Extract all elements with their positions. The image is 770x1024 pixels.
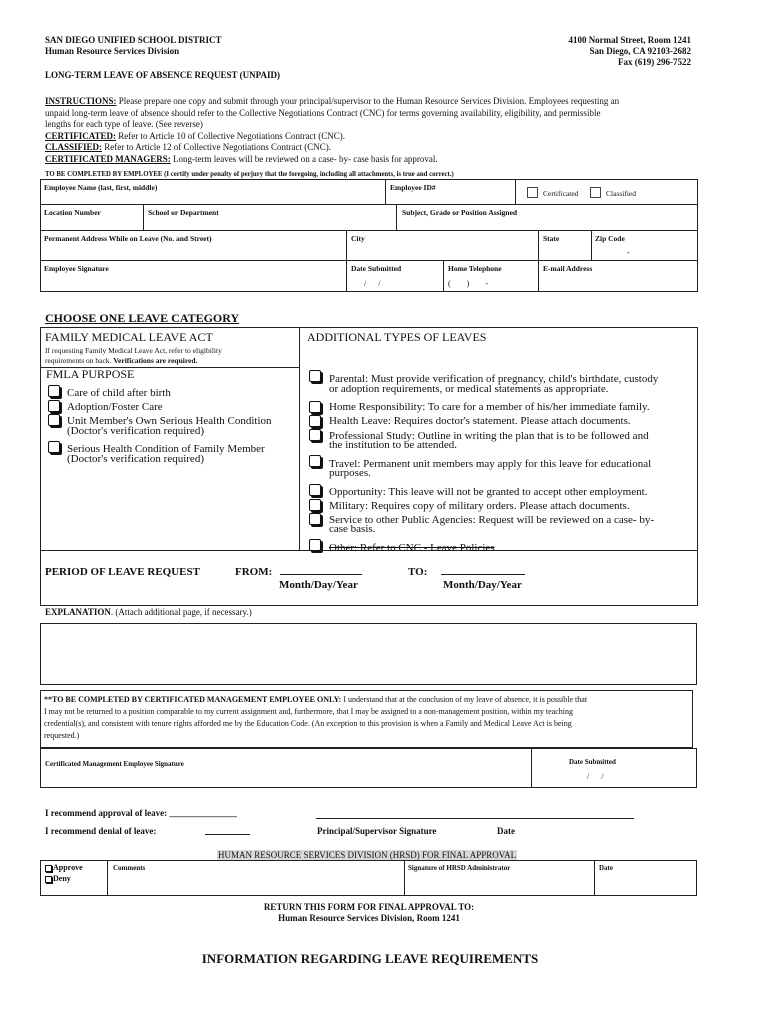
military-leave-text: Military: Requires copy of military orders. Please attach documents. [329, 500, 630, 512]
managers-text: Long-term leaves will be reviewed on a case- by- case basis for approval. [173, 153, 438, 164]
employee-id-label: Employee ID# [390, 183, 436, 192]
home-telephone-field[interactable]: ( ) - [448, 279, 488, 288]
fmla-family-health-checkbox[interactable] [48, 441, 60, 453]
managers-label: CERTIFICATED MANAGERS: [45, 153, 171, 164]
employee-name-label: Employee Name (last, first, middle) [44, 183, 158, 192]
parental-leave-text-2: or adoption requirements, or medical statements as appropriate. [329, 383, 609, 395]
parental-leave-text-1: Parental: Must provide verification of pregnancy, child's birthdate, custody [329, 373, 659, 385]
email-label: E-mail Address [543, 264, 593, 273]
date-submitted-label: Date Submitted [351, 264, 402, 273]
instructions-line-3: lengths for each type of leave. (See reverse) [45, 119, 203, 129]
hrsd-deny-checkbox[interactable] [45, 876, 52, 883]
principal-signature-field[interactable] [316, 818, 634, 819]
division-name: Human Resource Services Division [45, 46, 180, 56]
employee-section-heading: TO BE COMPLETED BY EMPLOYEE (I certify under penalty of perjury that the foregoing, including all attachments, is true and correct.) [45, 171, 454, 178]
district-name: SAN DIEGO UNIFIED SCHOOL DISTRICT [45, 35, 222, 45]
return-line-2: Human Resource Services Division, Room 1241 [278, 913, 460, 923]
professional-study-text-2: the institution to be attended. [329, 439, 458, 451]
management-notice-text [44, 694, 692, 742]
period-from-format: Month/Day/Year [279, 579, 358, 591]
employee-name-field[interactable] [44, 193, 382, 203]
opportunity-leave-checkbox[interactable] [309, 484, 321, 496]
fmla-item-child-birth: Care of child after birth [67, 387, 171, 399]
explanation-textarea[interactable] [40, 623, 697, 685]
instructions-block [45, 96, 699, 165]
management-signature-label: Certificated Management Employee Signature [45, 760, 184, 768]
home-responsibility-checkbox[interactable] [309, 401, 321, 413]
location-number-label: Location Number [44, 208, 101, 217]
management-date-field[interactable]: / / [587, 772, 604, 781]
fax-number: Fax (619) 296-7522 [618, 57, 691, 67]
state-label: State [543, 234, 560, 243]
period-to-field[interactable] [441, 574, 525, 575]
hrsd-date-label: Date [599, 864, 613, 872]
fmla-note-1: If requesting Family Medical Leave Act, refer to eligibility [45, 346, 222, 355]
travel-leave-text-2: purposes. [329, 467, 371, 479]
instructions-label: INSTRUCTIONS: [45, 96, 117, 106]
recommend-denial-field[interactable] [205, 834, 250, 835]
professional-study-checkbox[interactable] [309, 429, 321, 441]
period-from-field[interactable] [280, 574, 362, 575]
employee-signature-label: Employee Signature [44, 264, 109, 273]
recommend-approval[interactable]: I recommend approval of leave: _______________ [45, 808, 237, 818]
subject-grade-label: Subject, Grade or Position Assigned [402, 208, 518, 217]
hrsd-comments-label: Comments [113, 864, 146, 872]
fmla-note-2a: requirements on back. [45, 356, 112, 365]
period-to-format: Month/Day/Year [443, 579, 522, 591]
other-leave-checkbox[interactable] [309, 539, 321, 551]
opportunity-leave-text: Opportunity: This leave will not be granted to accept other employment. [329, 486, 648, 498]
professional-study-text-1: Professional Study: Outline in writing the plan that is to be followed and [329, 430, 649, 442]
period-of-leave-label: PERIOD OF LEAVE REQUEST [45, 566, 200, 578]
home-telephone-label: Home Telephone [448, 264, 502, 273]
travel-leave-text-1: Travel: Permanent unit members may apply for this leave for educational [329, 458, 652, 470]
return-line-1: RETURN THIS FORM FOR FINAL APPROVAL TO: [263, 902, 475, 912]
form-title: LONG-TERM LEAVE OF ABSENCE REQUEST (UNPAID) [45, 70, 280, 80]
certificated-label: CERTIFICATED: [45, 130, 117, 141]
management-notice-line-1: I understand that at the conclusion of my leave of absence, it is possible that [343, 695, 588, 704]
public-agencies-text-1: Service to other Public Agencies: Request will be reviewed on a case- by- [329, 514, 655, 526]
address-line-1: 4100 Normal Street, Room 1241 [568, 35, 691, 45]
city-label: City [351, 234, 365, 243]
certificated-text: Refer to Article 10 of Collective Negotiations Contract (CNC). [118, 130, 345, 141]
public-agencies-text-2: case basis. [329, 523, 376, 535]
additional-leaves-title: ADDITIONAL TYPES OF LEAVES [307, 330, 487, 344]
fmla-child-birth-checkbox[interactable] [48, 385, 60, 397]
fmla-own-health-checkbox[interactable] [48, 414, 60, 426]
management-date-label: Date Submitted [569, 758, 616, 766]
recommend-date-label: Date [497, 826, 515, 836]
hrsd-admin-signature-label: Signature of HRSD Administrator [408, 864, 511, 872]
fmla-adoption-checkbox[interactable] [48, 400, 60, 412]
management-notice-bold: **TO BE COMPLETED BY CERTIFICATED MANAGEMENT EMPLOYEE ONLY: [44, 695, 342, 704]
fmla-item-own-health: Unit Member's Own Serious Health Condition [67, 415, 272, 427]
management-notice-line-2: I may not be returned to a position comparable to my current assignment and, furthermore, that I may be assigned to a non-management position, within my teaching [44, 707, 573, 716]
instructions-line-2: unpaid long-term leave of absence should refer to the Collective Negotiations Contract (CNC) for terms governing availability, eligibility, and permissible [45, 107, 601, 118]
fmla-purpose-label: FMLA PURPOSE [46, 367, 135, 381]
other-leave-text: Other: Refer to CNC - Leave Policies [329, 542, 495, 554]
employee-id-field[interactable] [390, 193, 512, 203]
zip-code-label: Zip Code [595, 234, 625, 243]
hrsd-deny-label: Deny [53, 874, 71, 883]
recommend-denial: I recommend denial of leave: [45, 826, 157, 836]
principal-signature-label: Principal/Supervisor Signature [317, 826, 437, 836]
management-notice-line-3: credential(s), and consistent with tenure rights afforded me by the Education Code. (An exception to this provision is when a Family and Medical Leave Act is being [44, 719, 572, 728]
management-signature-field[interactable] [45, 770, 525, 784]
health-leave-text: Health Leave: Requires doctor's statement. Please attach documents. [329, 415, 631, 427]
info-title: INFORMATION REGARDING LEAVE REQUIREMENTS [201, 951, 539, 966]
date-submitted-field[interactable]: / / [364, 279, 381, 288]
health-leave-checkbox[interactable] [309, 415, 321, 427]
military-leave-checkbox[interactable] [309, 499, 321, 511]
period-from-label: FROM: [235, 566, 273, 578]
hrsd-approve-checkbox[interactable] [45, 865, 52, 872]
home-responsibility-text: Home Responsibility: To care for a member of his/her immediate family. [329, 401, 650, 413]
classified-text: Refer to Article 12 of Collective Negotiations Contract (CNC). [104, 142, 331, 152]
fmla-note-2b: Verifications are required. [113, 356, 198, 365]
certificated-checkbox-label: Certificated [543, 189, 579, 198]
fmla-item-own-health-note: (Doctor's verification required) [67, 425, 204, 437]
classified-label: CLASSIFIED: [45, 142, 103, 152]
address-line-2: San Diego, CA 92103-2682 [589, 46, 691, 56]
instructions-line-1: Please prepare one copy and submit through your principal/supervisor to the Human Resource Services Division. Employees requesting an [118, 96, 620, 106]
explanation-label: EXPLANATION [45, 607, 111, 617]
explanation-note: . (Attach additional page, if necessary.) [110, 607, 252, 617]
public-agencies-checkbox[interactable] [309, 513, 321, 525]
zip-dash: - [627, 248, 630, 257]
classified-checkbox-label: Classified [606, 189, 636, 198]
hrsd-approve-label: Approve [53, 863, 83, 872]
parental-leave-checkbox[interactable] [309, 370, 321, 382]
leave-category-heading: CHOOSE ONE LEAVE CATEGORY [45, 311, 240, 325]
certificated-checkbox[interactable] [527, 187, 538, 198]
period-to-label: TO: [408, 566, 428, 578]
classified-checkbox[interactable] [590, 187, 601, 198]
management-notice-line-4: requested.) [44, 731, 80, 740]
school-department-label: School or Department [148, 208, 219, 217]
travel-leave-checkbox[interactable] [309, 455, 321, 467]
permanent-address-label: Permanent Address While on Leave (No. and Street) [44, 234, 212, 243]
fmla-title: FAMILY MEDICAL LEAVE ACT [45, 330, 213, 344]
hrsd-heading: HUMAN RESOURCE SERVICES DIVISION (HRSD) FOR FINAL APPROVAL [218, 850, 517, 860]
fmla-item-family-health: Serious Health Condition of Family Member [67, 443, 265, 455]
fmla-item-family-health-note: (Doctor's verification required) [67, 453, 204, 465]
fmla-item-adoption: Adoption/Foster Care [67, 401, 163, 413]
